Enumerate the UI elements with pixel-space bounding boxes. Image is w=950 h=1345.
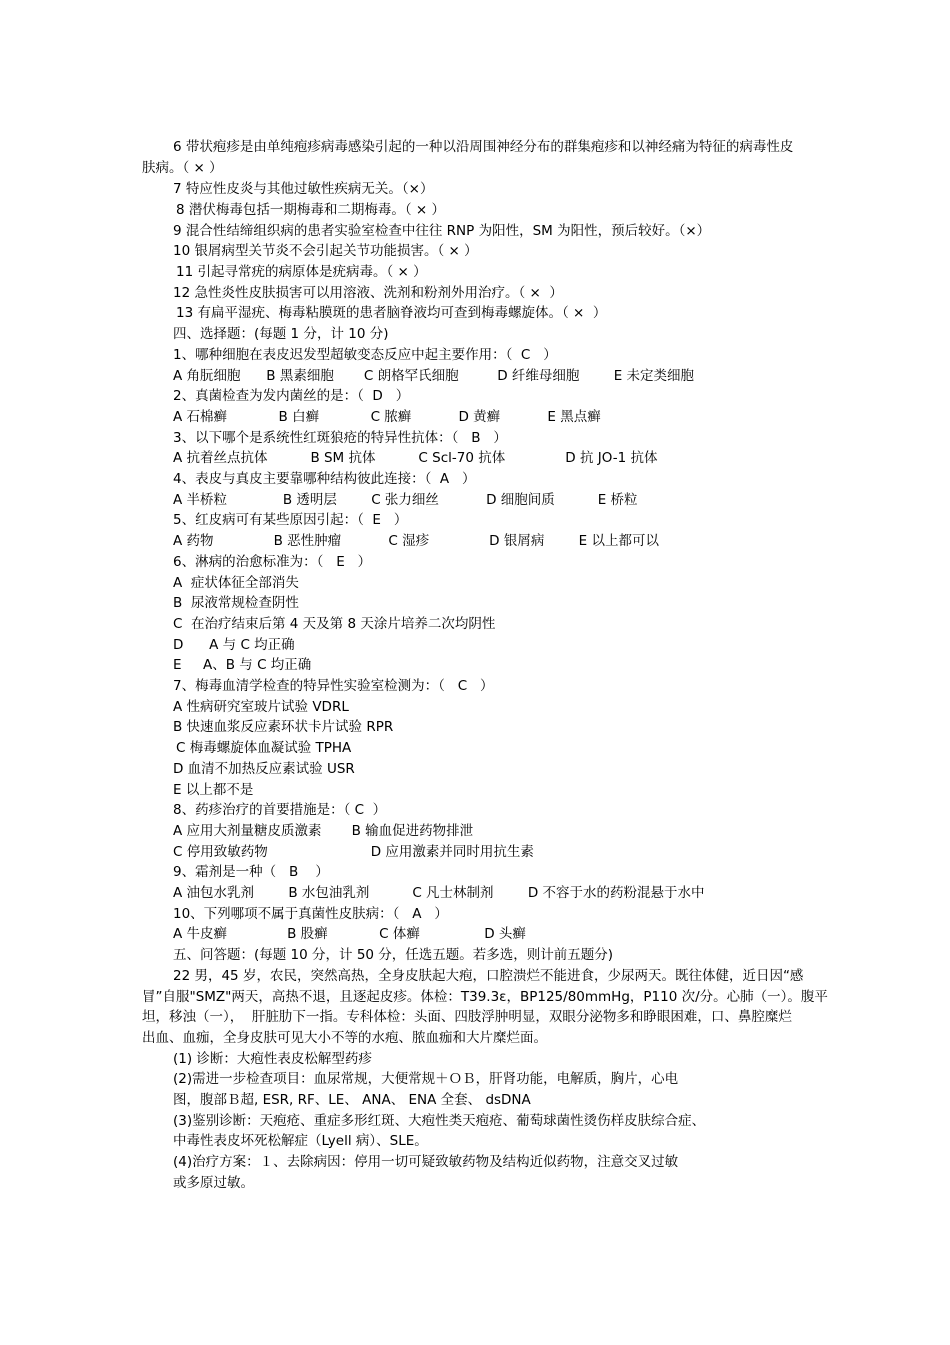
choice-q1-options: A 角朊细胞 B 黑素细胞 C 朗格罕氏细胞 D 纤维母细胞 E 未定类细胞 <box>173 368 695 384</box>
choice-q7-option-d: D 血清不加热反应素试验 USR <box>173 761 355 777</box>
choice-q8-options-ab: A 应用大剂量糖皮质激素 B 输血促进药物排泄 <box>173 823 474 839</box>
tf-q6-line2: 肤病。（ × ） <box>142 160 223 176</box>
tf-q7: 7 特应性皮炎与其他过敏性疾病无关。（×） <box>173 181 434 197</box>
tf-q6-line1: 6 带状疱疹是由单纯疱疹病毒感染引起的一种以沿周围神经分布的群集疱疹和以神经痛为特征的病毒性皮 <box>173 139 794 155</box>
choice-q6-option-b: B 尿液常规检查阴性 <box>173 595 299 611</box>
tf-q10: 10 银屑病型关节炎不会引起关节功能损害。（ × ） <box>173 243 478 259</box>
choice-q10: 10、下列哪项不属于真菌性皮肤病：（ A ） <box>173 906 448 922</box>
tf-q13: 13 有扁平湿疣、梅毒粘膜斑的患者脑脊液均可查到梅毒螺旋体。（ × ） <box>176 305 607 321</box>
case-text-line2: 冒”自服"SMZ"两天，高热不退，且逐起皮疹。体检：T39.3ε，BP125/80mmHg，P110 次/分。心肺（一）。腹平 <box>142 989 828 1005</box>
tf-q8: 8 潜伏梅毒包括一期梅毒和二期梅毒。（ × ） <box>176 202 446 218</box>
answer-treatment-line2: 或多原过敏。 <box>173 1175 254 1191</box>
choice-q2-options: A 石棉癣 B 白癣 C 脓癣 D 黄癣 E 黑点癣 <box>173 409 601 425</box>
choice-q8: 8、药疹治疗的首要措施是：（ C ） <box>173 802 387 818</box>
tf-q9: 9 混合性结缔组织病的患者实验室检查中往往 RNP 为阳性，SM 为阳性，预后较好。（×） <box>173 223 711 239</box>
choice-q7: 7、梅毒血清学检查的特异性实验室检测为：（ C ） <box>173 678 494 694</box>
choice-q5-options: A 药物 B 恶性肿瘤 C 湿疹 D 银屑病 E 以上都可以 <box>173 533 659 549</box>
tf-q12: 12 急性炎性皮肤损害可以用溶液、洗剂和粉剂外用治疗。（ × ） <box>173 285 563 301</box>
choice-q8-options-cd: C 停用致敏药物 D 应用激素并同时用抗生素 <box>173 844 534 860</box>
choice-q4: 4、表皮与真皮主要靠哪种结构彼此连接：（ A ） <box>173 471 476 487</box>
case-text-line1: 22 男，45 岁，农民，突然高热，全身皮肤起大疱，口腔溃烂不能进食，少尿两天。既往体健，近日因“感 <box>173 968 804 984</box>
choice-q1: 1、哪种细胞在表皮迟发型超敏变态反应中起主要作用：（ C ） <box>173 347 557 363</box>
section-header-qa: 五、问答题：(每题 10 分，计 50 分，任选五题。若多选，则计前五题分) <box>173 947 614 963</box>
choice-q6-option-e: E A、B 与 C 均正确 <box>173 657 312 673</box>
choice-q3: 3、以下哪个是系统性红斑狼疮的特异性抗体：（ B ） <box>173 430 507 446</box>
choice-q7-option-c: C 梅毒螺旋体血凝试验 TPHA <box>176 740 352 756</box>
tf-q11: 11 引起寻常疣的病原体是疣病毒。（ × ） <box>176 264 427 280</box>
choice-q5: 5、红皮病可有某些原因引起：（ E ） <box>173 512 408 528</box>
choice-q6-option-d: D A 与 C 均正确 <box>173 637 295 653</box>
choice-q9-options: A 油包水乳剂 B 水包油乳剂 C 凡士林制剂 D 不容于水的药粉混悬于水中 <box>173 885 705 901</box>
choice-q6-option-a: A 症状体征全部消失 <box>173 575 299 591</box>
choice-q7-option-b: B 快速血浆反应素环状卡片试验 RPR <box>173 719 394 735</box>
choice-q6-option-c: C 在治疗结束后第 4 天及第 8 天涂片培养二次均阴性 <box>173 616 496 632</box>
choice-q10-options: A 牛皮癣 B 股癣 C 体癣 D 头癣 <box>173 926 526 942</box>
section-header-choice: 四、选择题：(每题 1 分，计 10 分) <box>173 326 389 342</box>
answer-differential-line1: (3)鉴别诊断：天疱疮、重症多形红斑、大疱性类天疱疮、葡萄球菌性烫伤样皮肤综合症、 <box>173 1113 706 1129</box>
answer-exams-line2: 图，腹部Ｂ超, ESR, RF、LE、 ANA、 ENA 全套、 dsDNA <box>173 1092 531 1108</box>
answer-diagnosis: (1) 诊断：大疱性表皮松解型药疹 <box>173 1051 372 1067</box>
choice-q7-option-e: E 以上都不是 <box>173 782 254 798</box>
answer-exams-line1: (2)需进一步检查项目：血尿常规，大便常规＋ＯＢ，肝肾功能，电解质，胸片，心电 <box>173 1071 679 1087</box>
choice-q4-options: A 半桥粒 B 透明层 C 张力细丝 D 细胞间质 E 桥粒 <box>173 492 638 508</box>
case-text-line4: 出血、血痂，全身皮肤可见大小不等的水疱、脓血痂和大片糜烂面。 <box>142 1030 547 1046</box>
answer-differential-line2: 中毒性表皮坏死松解症（Lyell 病）、SLE。 <box>173 1133 428 1149</box>
choice-q7-option-a: A 性病研究室玻片试验 VDRL <box>173 699 349 715</box>
choice-q3-options: A 抗着丝点抗体 B SM 抗体 C Scl-70 抗体 D 抗 JO-1 抗体 <box>173 450 658 466</box>
choice-q9: 9、霜剂是一种（ B ） <box>173 864 329 880</box>
choice-q6: 6、淋病的治愈标准为：（ E ） <box>173 554 372 570</box>
choice-q2: 2、真菌检查为发内菌丝的是：（ D ） <box>173 388 410 404</box>
answer-treatment-line1: (4)治疗方案：１、去除病因：停用一切可疑致敏药物及结构近似药物，注意交叉过敏 <box>173 1154 679 1170</box>
case-text-line3: 坦，移浊（一）， 肝脏肋下一指。专科体检：头面、四肢浮肿明显，双眼分泌物多和睁眼困难，口、鼻腔糜烂 <box>142 1009 792 1025</box>
